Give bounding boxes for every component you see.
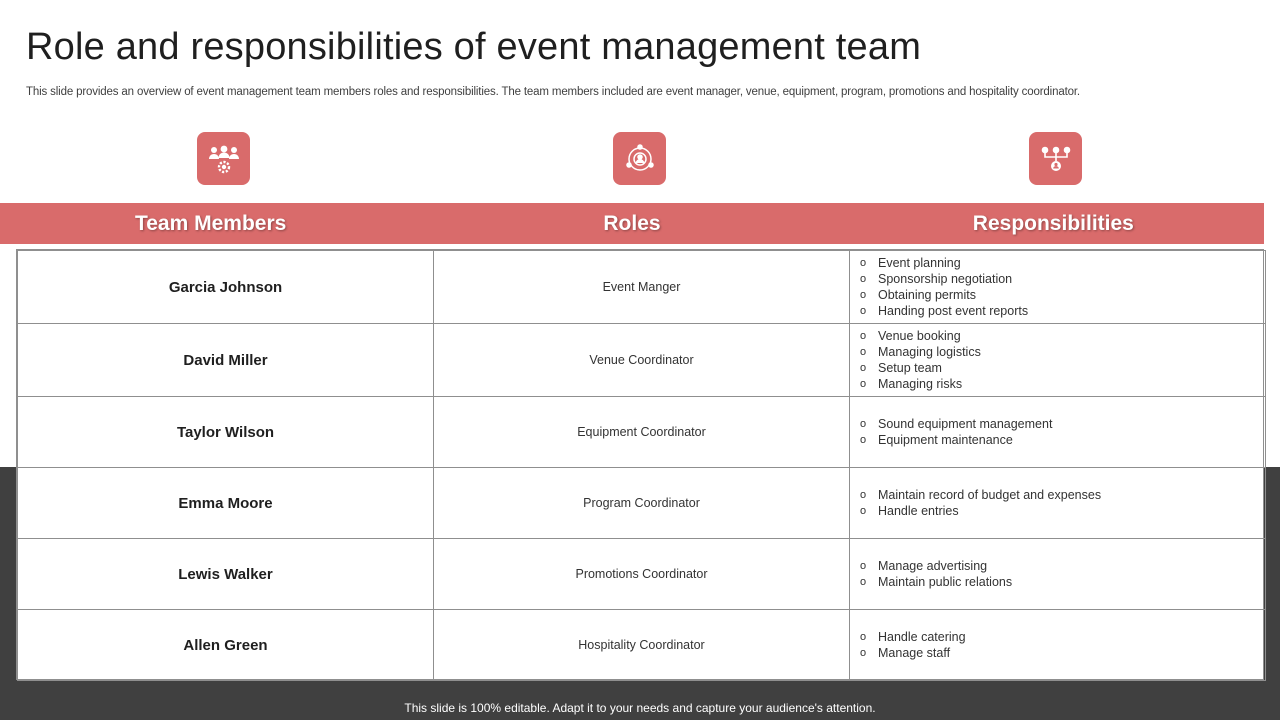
responsibilities-list bbox=[860, 255, 1265, 319]
responsibility-text: Manage staff bbox=[878, 646, 951, 660]
list-item bbox=[860, 629, 1265, 645]
list-item bbox=[860, 416, 1265, 432]
list-item bbox=[860, 328, 1265, 344]
member-role: Program Coordinator bbox=[434, 468, 850, 539]
bullet-icon: o bbox=[860, 418, 867, 430]
responsibility-text: Manage advertising bbox=[878, 559, 988, 573]
bullet-icon: o bbox=[860, 378, 867, 390]
team-settings-icon bbox=[197, 132, 250, 185]
bullet-icon: o bbox=[860, 330, 867, 342]
member-role: Promotions Coordinator bbox=[434, 539, 850, 610]
bullet-icon: o bbox=[860, 362, 867, 374]
responsibilities-cell bbox=[850, 324, 1266, 397]
bullet-icon: o bbox=[860, 305, 867, 317]
responsibility-text: Maintain record of budget and expenses bbox=[878, 488, 1102, 502]
bullet-icon: o bbox=[860, 273, 867, 285]
member-role: Event Manger bbox=[434, 251, 850, 324]
responsibility-text: Handing post event reports bbox=[878, 304, 1029, 318]
responsibility-text: Managing logistics bbox=[878, 345, 981, 359]
page-title: Role and responsibilities of event management team bbox=[26, 26, 922, 68]
responsibilities-list bbox=[860, 629, 1265, 661]
list-item bbox=[860, 344, 1265, 360]
hierarchy-user-icon bbox=[1029, 132, 1082, 185]
responsibilities-list bbox=[860, 328, 1265, 392]
team-table bbox=[16, 249, 1264, 680]
header-roles: Roles bbox=[603, 211, 661, 235]
list-item bbox=[860, 287, 1265, 303]
footer-note: This slide is 100% editable. Adapt it to your needs and capture your audience's attention. bbox=[404, 701, 876, 715]
user-network-icon bbox=[613, 132, 666, 185]
bullet-icon: o bbox=[860, 647, 867, 659]
responsibility-text: Sound equipment management bbox=[878, 417, 1053, 431]
table-header-bar bbox=[0, 203, 1264, 244]
responsibility-text: Handle entries bbox=[878, 504, 959, 518]
bullet-icon: o bbox=[860, 257, 867, 269]
responsibilities-cell bbox=[850, 539, 1266, 610]
responsibility-text: Sponsorship negotiation bbox=[878, 272, 1013, 286]
responsibilities-cell bbox=[850, 251, 1266, 324]
member-name: Lewis Walker bbox=[18, 539, 434, 610]
responsibilities-cell bbox=[850, 610, 1266, 681]
list-item bbox=[860, 503, 1265, 519]
member-name: Taylor Wilson bbox=[18, 397, 434, 468]
responsibility-text: Equipment maintenance bbox=[878, 433, 1013, 447]
responsibility-text: Handle catering bbox=[878, 630, 966, 644]
list-item bbox=[860, 558, 1265, 574]
list-item bbox=[860, 376, 1265, 392]
member-role: Equipment Coordinator bbox=[434, 397, 850, 468]
responsibility-text: Managing risks bbox=[878, 377, 963, 391]
responsibility-text: Event planning bbox=[878, 256, 961, 270]
list-item bbox=[860, 255, 1265, 271]
list-item bbox=[860, 360, 1265, 376]
responsibilities-cell bbox=[850, 468, 1266, 539]
responsibility-text: Obtaining permits bbox=[878, 288, 976, 302]
table-row bbox=[18, 397, 1266, 468]
list-item bbox=[860, 574, 1265, 590]
member-name: Garcia Johnson bbox=[18, 251, 434, 324]
bullet-icon: o bbox=[860, 505, 867, 517]
bullet-icon: o bbox=[860, 560, 867, 572]
bullet-icon: o bbox=[860, 346, 867, 358]
table-row bbox=[18, 610, 1266, 681]
member-role: Venue Coordinator bbox=[434, 324, 850, 397]
list-item bbox=[860, 303, 1265, 319]
responsibilities-cell bbox=[850, 397, 1266, 468]
member-name: Allen Green bbox=[18, 610, 434, 681]
member-name: Emma Moore bbox=[18, 468, 434, 539]
page-subtitle: This slide provides an overview of event management team members roles and responsibilities. The team members included are event manager, venue, equipment, program, promotions and hospitality coordinator. bbox=[26, 86, 1080, 98]
list-item bbox=[860, 432, 1265, 448]
bullet-icon: o bbox=[860, 631, 867, 643]
list-item bbox=[860, 645, 1265, 661]
member-role: Hospitality Coordinator bbox=[434, 610, 850, 681]
list-item bbox=[860, 271, 1265, 287]
responsibility-text: Venue booking bbox=[878, 329, 961, 343]
bullet-icon: o bbox=[860, 434, 867, 446]
table-row bbox=[18, 251, 1266, 324]
table-row bbox=[18, 539, 1266, 610]
list-item bbox=[860, 487, 1265, 503]
responsibilities-list bbox=[860, 558, 1265, 590]
bullet-icon: o bbox=[860, 576, 867, 588]
responsibilities-list bbox=[860, 416, 1265, 448]
table-row bbox=[18, 324, 1266, 397]
responsibilities-list bbox=[860, 487, 1265, 519]
bullet-icon: o bbox=[860, 489, 867, 501]
bullet-icon: o bbox=[860, 289, 867, 301]
responsibility-text: Setup team bbox=[878, 361, 942, 375]
header-team-members: Team Members bbox=[134, 211, 287, 235]
member-name: David Miller bbox=[18, 324, 434, 397]
table-row bbox=[18, 468, 1266, 539]
responsibility-text: Maintain public relations bbox=[878, 575, 1013, 589]
header-responsibilities: Responsibilities bbox=[972, 211, 1134, 235]
